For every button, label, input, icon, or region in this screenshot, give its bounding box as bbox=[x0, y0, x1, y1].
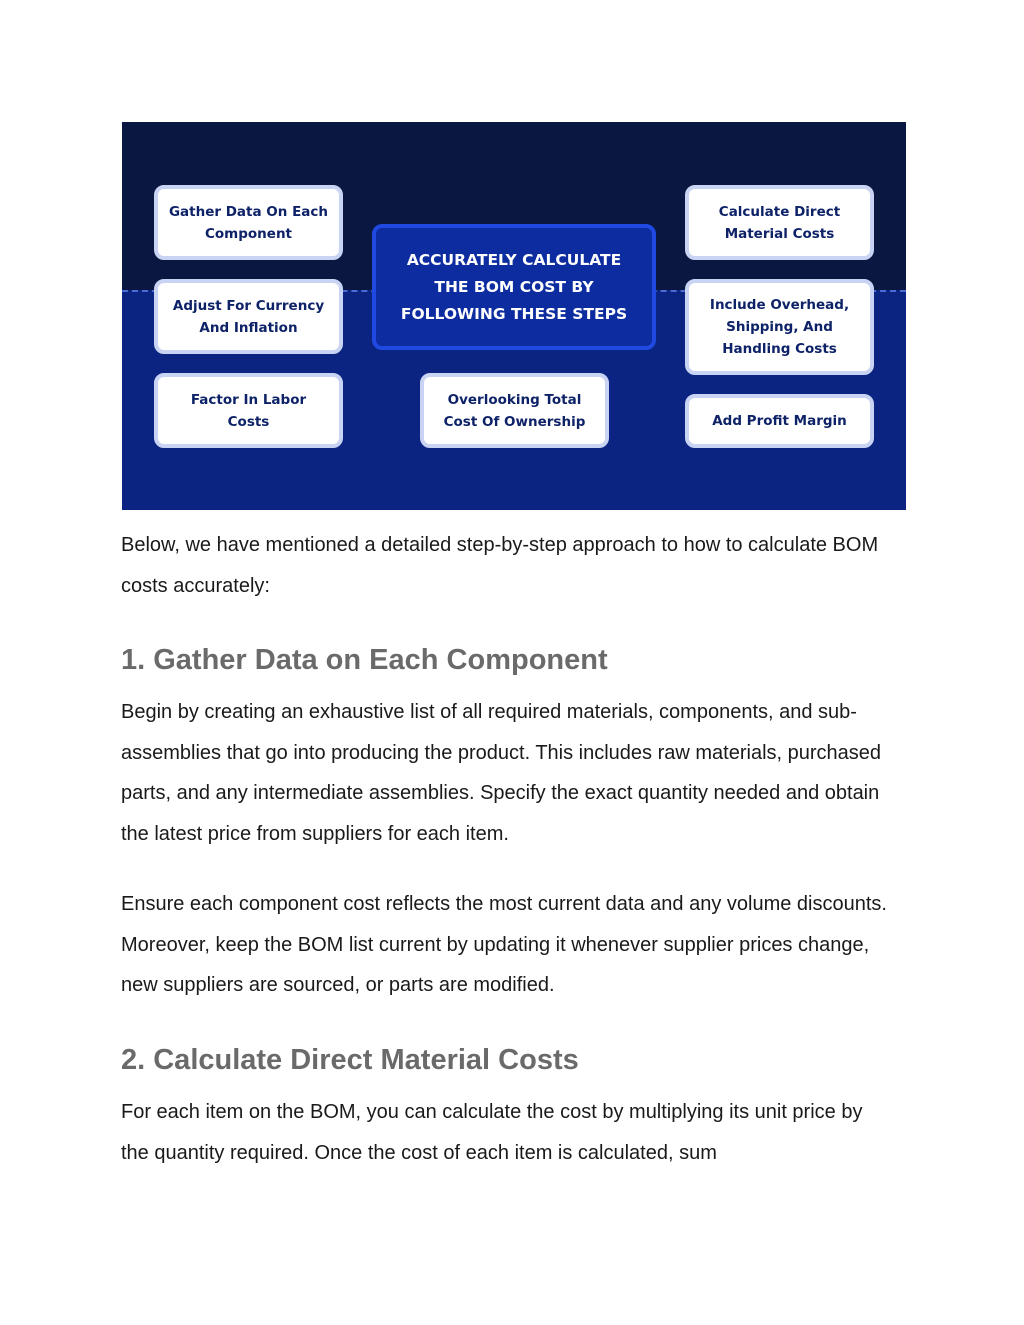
infographic-title-box: ACCURATELY CALCULATE THE BOM COST BY FOLLOWING THESE STEPS bbox=[372, 224, 656, 350]
section-1-paragraph-2: Ensure each component cost reflects the most current data and any volume discounts. Moreover, keep the BOM list current by updating it whenever supplier prices change, new suppliers are sourced, or parts are modified. bbox=[121, 893, 887, 996]
step-card-direct-material: Calculate Direct Material Costs bbox=[685, 185, 874, 260]
step-card-profit-margin: Add Profit Margin bbox=[685, 394, 874, 448]
section-1-heading: 1. Gather Data on Each Component bbox=[121, 644, 608, 676]
section-2-heading: 2. Calculate Direct Material Costs bbox=[121, 1044, 579, 1076]
step-card-total-cost-ownership: Overlooking Total Cost Of Ownership bbox=[420, 373, 609, 448]
bom-steps-infographic bbox=[122, 122, 906, 510]
step-card-adjust-currency: Adjust For Currency And Inflation bbox=[154, 279, 343, 354]
intro-paragraph: Below, we have mentioned a detailed step-by-step approach to how to calculate BOM costs accurately: bbox=[121, 534, 879, 597]
step-card-gather-data: Gather Data On Each Component bbox=[154, 185, 343, 260]
step-card-overhead: Include Overhead, Shipping, And Handling Costs bbox=[685, 279, 874, 375]
step-card-labor-costs: Factor In Labor Costs bbox=[154, 373, 343, 448]
section-1-paragraph-1: Begin by creating an exhaustive list of all required materials, components, and sub-assemblies that go into producing the product. This includes raw materials, purchased parts, and any intermediate assemblies. Specify the exact quantity needed and obtain the latest price from suppliers for each item. bbox=[121, 701, 882, 845]
section-2-paragraph-1: For each item on the BOM, you can calculate the cost by multiplying its unit price by the quantity required. Once the cost of each item is calculated, sum bbox=[121, 1101, 863, 1164]
